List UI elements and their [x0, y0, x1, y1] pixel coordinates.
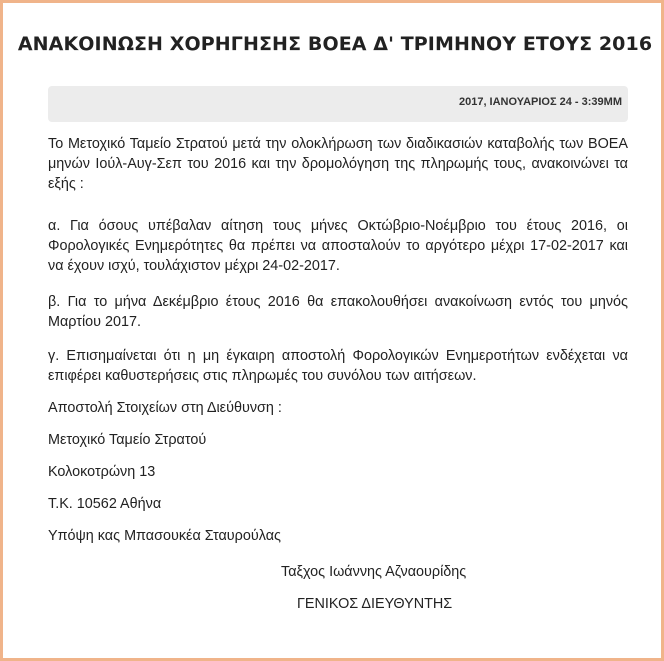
date-bar [48, 86, 628, 122]
paragraph-b: β. Για το μήνα Δεκέμβριο έτους 2016 θα επακολουθήσει ανακοίνωση εντός του μηνός Μαρτίου 2017. [48, 294, 628, 330]
address-line-2: Κολοκοτρώνη 13 [48, 464, 156, 480]
paragraph-c: γ. Επισημαίνεται ότι η μη έγκαιρη αποστολή Φορολογικών Ενημεροτήτων ενδέχεται να επιφέρει καθυστερήσεις στις πληρωμές του συνόλου των αιτήσεων. [48, 348, 628, 384]
address-line-4: Υπόψη κας Μπασουκέα Σταυρούλας [48, 528, 281, 544]
signature-name: Ταξχος Ιωάννης Αζναουρίδης [281, 564, 467, 580]
address-line-1: Μετοχικό Ταμείο Στρατού [48, 432, 207, 448]
address-heading: Αποστολή Στοιχείων στη Διεύθυνση : [48, 400, 282, 416]
paragraph-a: α. Για όσους υπέβαλαν αίτηση τους μήνες Οκτώβριο-Νοέμβριο του έτους 2016, οι Φορολογικές Ενημερότητες θα πρέπει να αποσταλούν το αργότερο μέχρι 17-02-2017 και να έχουν ισχύ, τουλάχιστον μέχρι 24-02-2017. [48, 218, 628, 274]
signature-role: ΓΕΝΙΚΟΣ ΔΙΕΥΘΥΝΤΗΣ [297, 596, 453, 612]
intro-paragraph: Το Μετοχικό Ταμείο Στρατού μετά την ολοκλήρωση των διαδικασιών καταβολής των ΒΟΕΑ μηνών Ιούλ-Αυγ-Σεπ του 2016 και την δρομολόγηση της πληρωμής τους, ανακοινώνει τα εξής : [48, 136, 628, 192]
address-line-3: Τ.Κ. 10562 Αθήνα [48, 496, 162, 512]
publish-date: 2017, ΙΑΝΟΥΑΡΙΟΣ 24 - 3:39ΜΜ [458, 96, 622, 108]
page-title: ΑΝΑΚΟΙΝΩΣΗ ΧΟΡΗΓΗΣΗΣ ΒΟΕΑ Δ' ΤΡΙΜΗΝΟΥ ΕΤΟΥΣ 2016 [17, 33, 653, 55]
